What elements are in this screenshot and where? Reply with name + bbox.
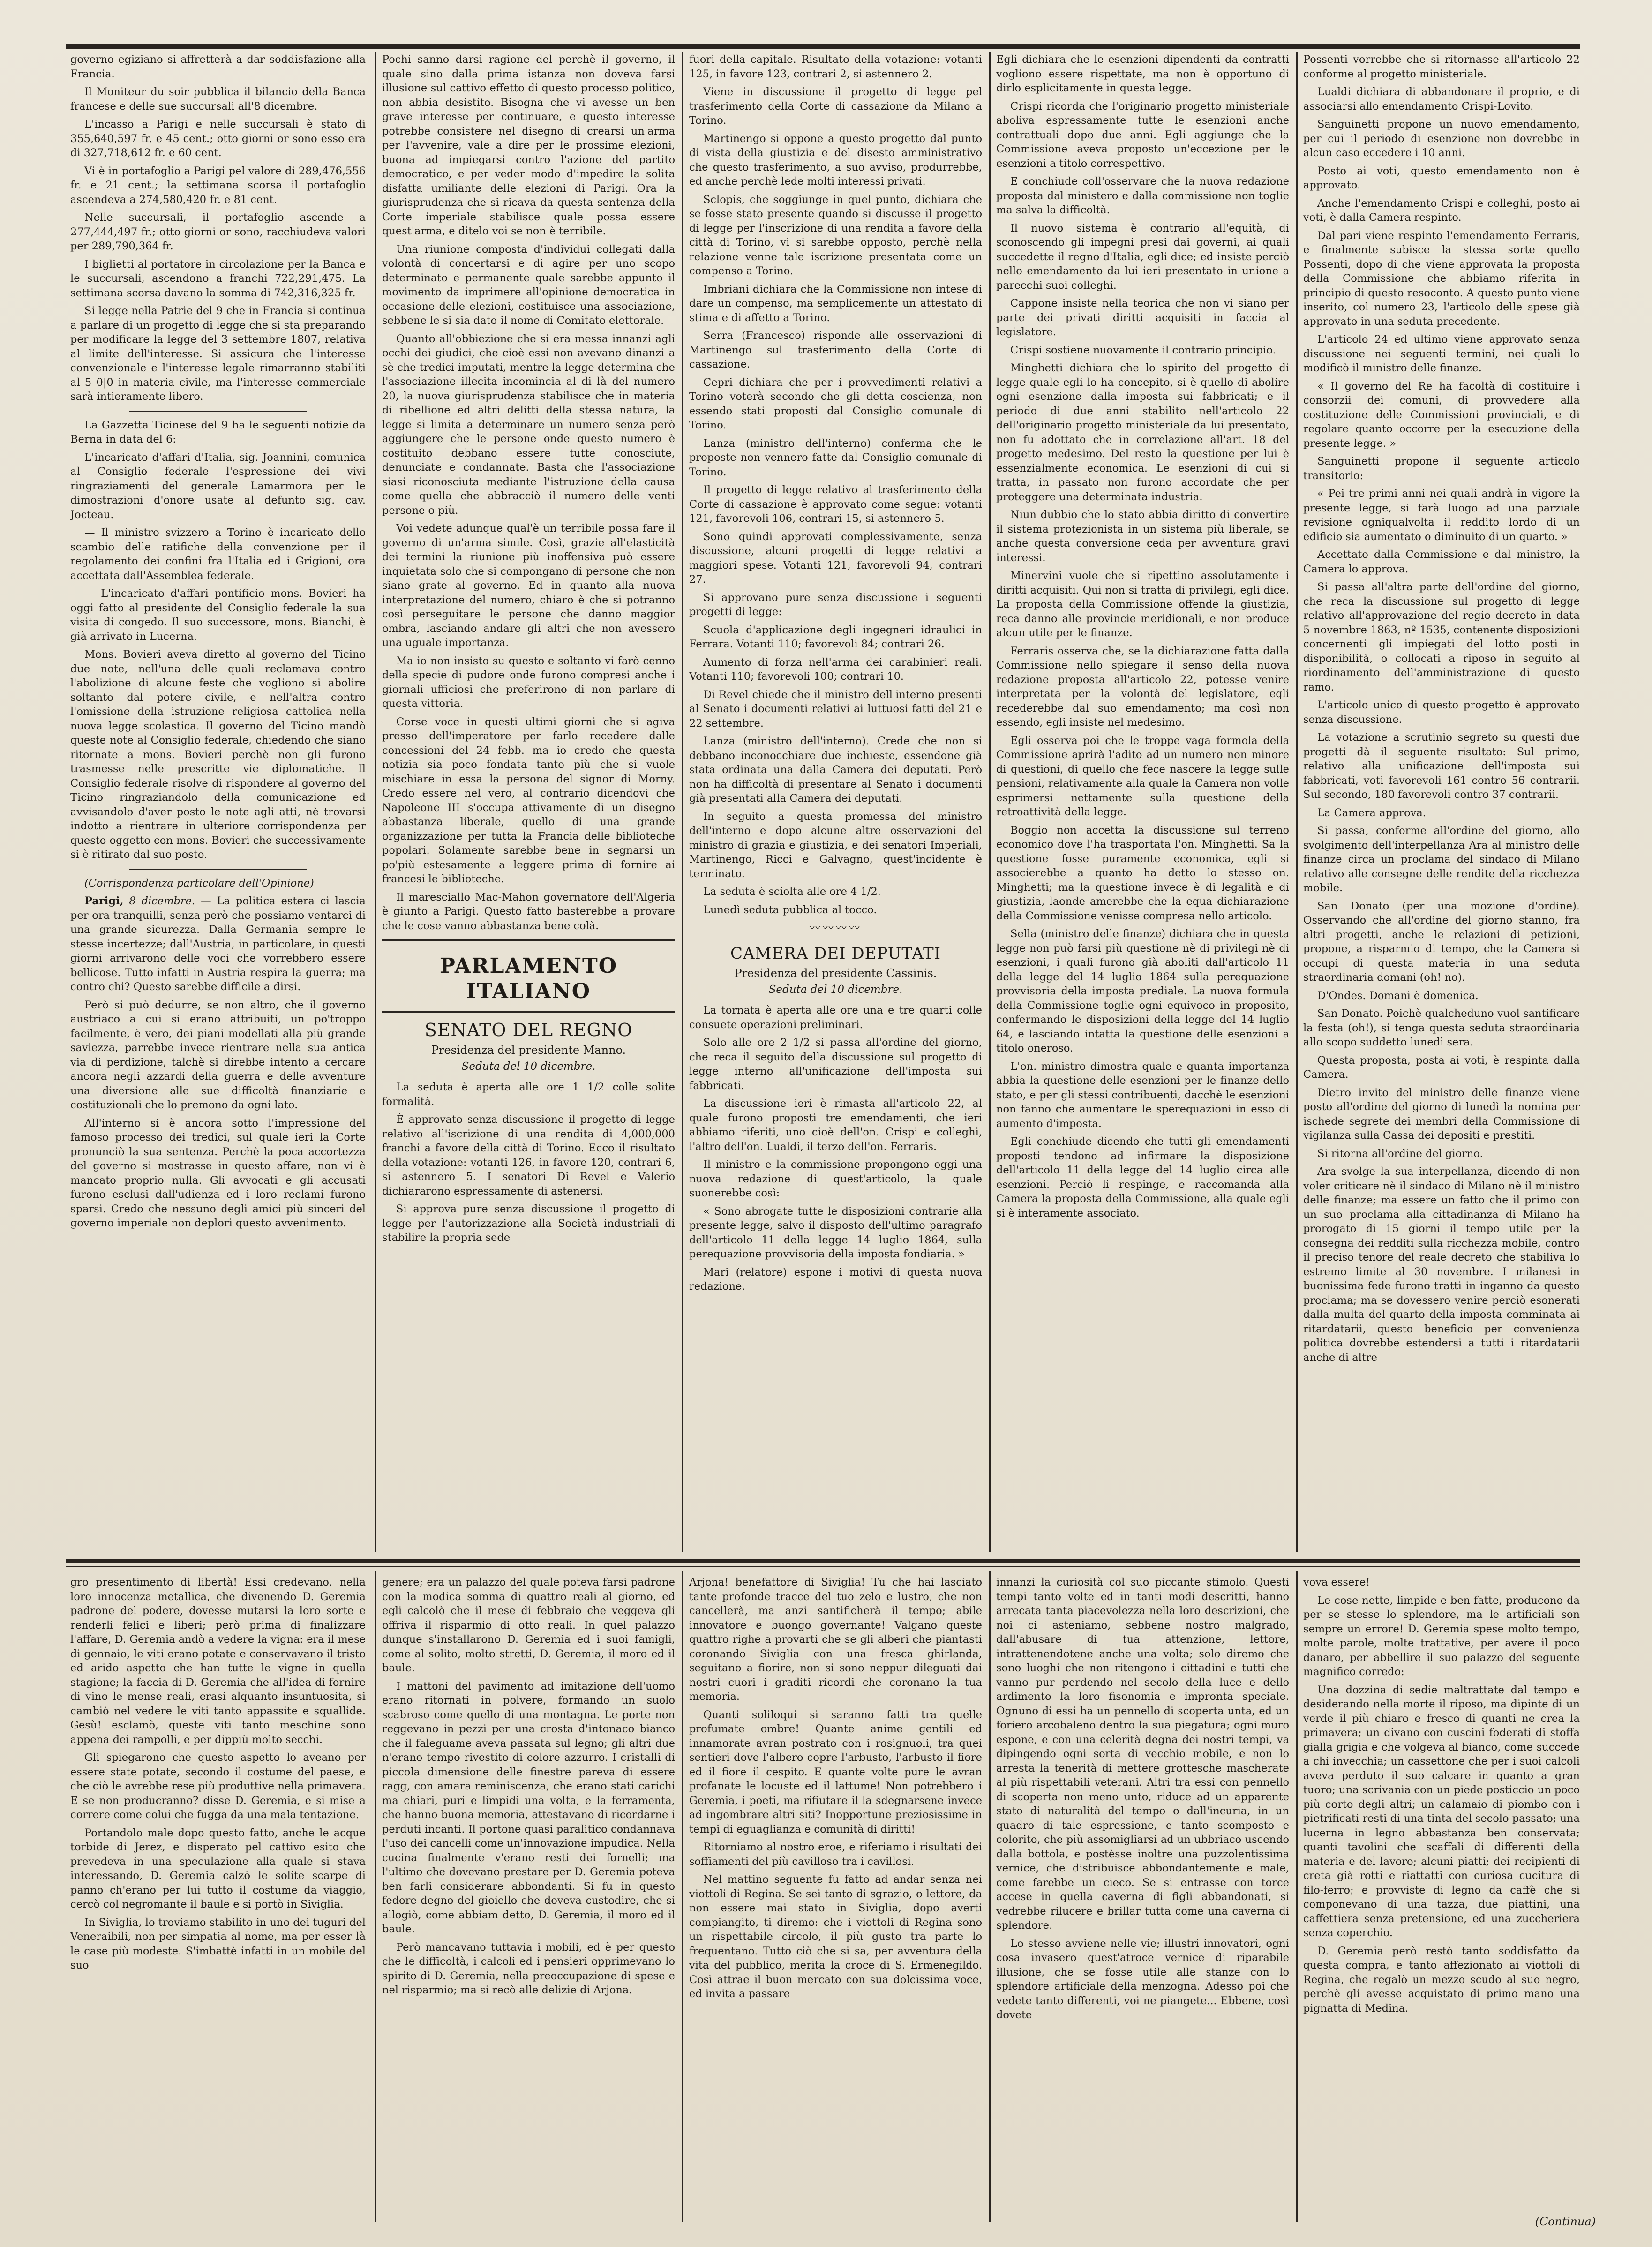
paragraph: Viene in discussione il progetto di legge pel trasferimento della Corte di cassazione da Milano a Torino. (689, 86, 982, 127)
paragraph: Minervini vuole che si ripettino assolutamente i diritti acquisiti. Qui non si tratta di privilegi, egli dice. La proposta della Commissione offende la giustizia, reca danno alle provincie meridionali, e non produce alcun utile per le finanze. (996, 570, 1289, 639)
paragraph-text: — La politica estera ci lascia per ora tranquilli, senza però che possiamo ventarci di una grande sicurezza. Dalla Germania sempre le stesse incertezze; dall'Austria, in particolare, in questi giorni arrivarono delle voci che vorrebbero essere bellicose. Tutto infatti in Austria respira la guerra; ma contro chi? Questo sarebbe difficile a dirsi. (70, 895, 366, 993)
feuilleton-column-5 (1303, 1575, 1580, 2199)
paragraph: Crispi sostiene nuovamente il contrario principio. (1010, 344, 1276, 356)
paragraph: Il nuovo sistema è contrario all'equità, di sconoscendo gli impegni presi dai governi, ai quali succedette il regno d'Italia, egli dice; ed insiste perciò nello emendamento da lui ieri presentato in unione a parecchi suoi colleghi. (996, 222, 1289, 292)
paragraph: La votazione a scrutinio segreto su questi due progetti dà il seguente risultato: Sul primo, relativo alla unificazione dell'imposta sui fabbricati, voti favorevoli 161 contro 56 contrarii. Sul secondo, 180 favorevoli contro 37 contrarii. (1303, 731, 1580, 801)
feuilleton-column-3 (689, 1575, 982, 2217)
feuilleton-column-4 (996, 1575, 1289, 2217)
paragraph: Posto ai voti, questo emendamento non è approvato. (1303, 165, 1580, 191)
paragraph: Boggio non accetta la discussione sul terreno economico dove l'ha trasportata l'on. Minghetti. Sa la questione fosse puramente economica, egli si associerebbe a quanto ha detto lo stesso on. Minghetti; ma la questione invece è di legalità e di giustizia, laonde amerebbe che la equa dichiarazione della Commissione venisse compresa nello articolo. (996, 824, 1289, 922)
paragraph: innanzi la curiosità col suo piccante stimolo. Questi tempi tanto volte ed in tanti modi descritti, hanno arrecata tanta piacevolezza nella loro descrizioni, che noi ci asteniamo, sebbene nostro malgrado, dall'abusare di tua attenzione, lettore, intrattenendotene anche una volta; solo diremo che sono luoghi che non ritengono i cittadini e tutti che vanno pur perdendo nel secolo della luce e dello ardimento la loro fisonomia e impronta speciale. Ognuno di essi ha un pennello di scoperta unta, ed un foriero arcobaleno dentro la sua piegatura; ogni muro espone, e con una celerità degna dei nostri tempi, va dipingendo ogni sorta di vecchio mobile, e non lo arresta la tenerità di mettere grottesche mascherate al più rispettabili veterani. Altri tra essi con pennello di scoperta non meno unto, riduce ad un apparente stato di naturalità del tempo o dall'incuria, in un quadro di tale espressione, e tanto scomposto e colorito, che più assomigliarsi ad un ubbriaco uscendo dalla bottola, e postèsse inoltre una puzzolentissima vernice, che distribuisce abbondantemente e male, come farebbe un cieco. Se si entrasse con torce accese in quella caverna di figli abbandonati, si vedrebbe rilucere e brillar tutta come una caverna di splendore. (996, 1576, 1289, 1931)
paragraph: Egli osserva poi che le troppe vaga formola della Commissione aprirà l'adito ad un numero non minore di questioni, di quello che fece nascere la legge sulle pensioni, relativamente alla quale la Camera non volle esprimersi nettamente sulla questione della retroattività della legge. (996, 734, 1289, 818)
paragraph: governo egiziano si affretterà a dar soddisfazione alla Francia. (70, 53, 366, 80)
paragraph: Il ministro e la commissione propongono oggi una nuova redazione di quest'articolo, la quale suonerebbe così: (689, 1158, 982, 1199)
paragraph: Sanguinetti propone il seguente articolo transitorio: (1303, 455, 1580, 482)
paragraph: Ma io non insisto su questo e soltanto vi farò cenno della specie di pudore onde furono compresi anche i giornali ufficiosi che preferirono di non parlare di questa vittoria. (382, 654, 675, 710)
session-date: Seduta del 10 dicembre. (461, 1060, 596, 1073)
paragraph: gro presentimento di libertà! Essi credevano, nella loro innocenza metallica, che divenendo D. Geremia padrone del podere, dovesse mutarsi la loro sorte e renderli felici e liberi; però prima di finalizzare l'affare, D. Geremia andò a vedere la vigna: era il mese di gennaio, le viti erano potate e conservavano il tristo ed arido aspetto che han tutte le vigne in quella stagione; la faccia di D. Geremia che all'idea di fornire di vino le mense reali, erasi alquanto insuntuosita, si cambiò nel vedere le viti tanto appassite e squallide. Gesù! esclamò, queste viti tanto meschine sono appena dei rampolli, e per dippiù molto secchi. (70, 1576, 366, 1746)
paragraph: Scuola d'applicazione degli ingegneri idraulici in Ferrara. Votanti 110; favorevoli 84; contrari 26. (689, 624, 982, 650)
column-separator (682, 1571, 683, 2222)
paragraph: Si approva pure senza discussione il progetto di legge per l'autorizzazione alla Società industriali di stabilire la propria sede (382, 1203, 675, 1244)
correspondence-heading: (Corrispondenza particolare dell'Opinione) (84, 877, 314, 889)
paragraph: Si legge nella Patrie del 9 che in Francia si continua a parlare di un progetto di legge che si sta preparando per modificare la legge del 3 settembre 1807, relativa al limite dell'interesse. Si assicura che l'interesse convenzionale e l'interesse legale rimarranno stabiliti al 5 0|0 in materia civile, ma l'interesse commerciale sarà intieramente libero. (70, 305, 366, 403)
paragraph: Lunedì seduta pubblica al tocco. (703, 903, 877, 916)
paragraph: Si passa all'altra parte dell'ordine del giorno, che reca la discussione sul progetto di legge relativo all'approvazione del regio decreto in data 5 novembre 1863, nº 1535, contenente disposizioni concernenti gli impiegati del lotto posti in disponibilità, o collocati a riposo in seguito al riordinamento dell'amministrazione di questo ramo. (1303, 581, 1580, 693)
chamber-heading: CAMERA DEI DEPUTATI (730, 944, 941, 963)
divider (129, 869, 307, 870)
paragraph: Crispi ricorda che l'originario progetto ministeriale aboliva espressamente tutte le esenzioni anche contrattuali dopo due anni. Egli aggiunge che la Commissione aveva proposto un'eccezione per le esenzioni a titolo correspettivo. (996, 100, 1289, 170)
paragraph: Mari (relatore) espone i motivi di questa nuova redazione. (689, 1266, 982, 1293)
paragraph: È approvato senza discussione il progetto di legge relativo all'iscrizione di una rendita di 4,000,000 franchi a favore della città di Torino. Ecco il risultato della votazione: votanti 126, in favore 120, contrari 6, si astennero 5. I senatori Di Revel e Valerio dichiararono espressamente di astenersi. (382, 1113, 675, 1197)
presidency-line: Presidenza del presidente Manno. (431, 1044, 626, 1057)
paragraph: — L'incaricato d'affari pontificio mons. Bovieri ha oggi fatto al presidente del Consiglio federale la sua visita di congedo. Il suo successore, mons. Bianchi, è già arrivato in Lucerna. (70, 587, 366, 643)
paragraph: L'articolo 24 ed ultimo viene approvato senza discussione nei seguenti termini, nei quali lo modificò il ministro delle finanze. (1303, 333, 1580, 374)
divider (129, 411, 307, 412)
paragraph: Imbriani dichiara che la Commissione non intese di dare un compenso, ma semplicemente un attestato di stima e di affetto a Torino. (689, 283, 982, 324)
paragraph: Martinengo si oppone a questo progetto dal punto di vista della giustizia e del disesto amministrativo che questo trasferimento, a suo avviso, produrrebbe, ed anche perchè lede molti interessi privati. (689, 132, 982, 188)
paragraph: L'articolo unico di questo progetto è approvato senza discussione. (1303, 699, 1580, 726)
paragraph: Egli conchiude dicendo che tutti gli emendamenti proposti tendono ad infirmare la disposizione dell'articolo 11 della legge del 14 luglio circa alle esenzioni. Perciò li respinge, e raccomanda alla Camera la proposta della Commissione, alla quale egli si è interamente associato. (996, 1135, 1289, 1219)
paragraph: Lanza (ministro dell'interno). Crede che non si debbano inconocchiare due inchieste, essendone già stata ordinata una dalla Camera dei deputati. Però non ha difficoltà di presentare al Senato i documenti già presentati alla Camera dei deputati. (689, 735, 982, 804)
paragraph: Il progetto di legge relativo al trasferimento della Corte di cassazione è approvato come segue: votanti 121, favorevoli 106, contrari 15, si astennero 5. (689, 484, 982, 525)
paragraph: Nel mattino seguente fu fatto ad andar senza nei viottoli di Regina. Se sei tanto di sgrazio, o lettore, da non essere mai stato in Siviglia, dopo averti compiangito, ti diremo: che i viottoli di Regina sono un rispettabile circolo, il più gusto tra parte lo frequentano. Tutto ciò che si sa, per avventura della vita del pubblico, merita la croce di S. Ermenegildo. Così attrae il buon mercato con sua dolcissima voce, ed invita a passare (689, 1873, 982, 2000)
paragraph: Gli spiegarono che questo aspetto lo aveano per essere state potate, secondo il costume del paese, e che ciò le avrebbe rese più produttive nella primavera. E se non producranno? disse D. Geremia, e si mise a correre come colui che fugga da una mala tentazione. (70, 1751, 366, 1821)
paragraph: Una dozzina di sedie maltrattate dal tempo e desiderando nella morte il riposo, ma dipinte di un verde il più chiaro e fresco di quanti ne crea la primavera; un divano con cuscini foderati di stoffa gialla grigia e che volgeva al bianco, come succede a chi invecchia; un cassettone che per i suoi calcoli aveva perduto il suo calcare in quanto a gran tuoro; una scrivania con un piede posticcio un poco più corto degli altri; un calamaio di piombo con i pietrificati resti di una tinta del secolo passato; una lucerna in legno abbastanza ben conservata; quanti tavolini che scaffali di differenti della materia e del lavoro; alcuni piatti; dei recipienti di creta già rotti e riattatti con curiosa cucitura di filo-ferro; e provviste di legno da caffè che si componevano di una tazza, due piattini, una caffettiera senza pretensione, ed una zuccheriera senza coperchio. (1303, 1683, 1580, 1939)
paragraph: Cepri dichiara che per i provvedimenti relativi a Torino voterà secondo che gli detta coscienza, non essendo stati proposti dal Consiglio comunale di Torino. (689, 376, 982, 431)
column-separator (989, 52, 991, 1552)
paragraph: L'incasso a Parigi e nelle succursali è stato di 355,640,597 fr. e 45 cent.; otto giorni or sono esso era di 327,718,612 fr. e 60 cent. (70, 118, 366, 159)
paragraph: Minghetti dichiara che lo spirito del progetto di legge quale egli lo ha concepito, si è quello di abolire ogni esenzione dalla imposta sui fabbricati; e il periodo di due anni stabilito nell'articolo 22 dell'originario progetto ministeriale da lui presentato, non fu adottato che in correlazione all'art. 18 del progetto medesimo. Del resto la questione per lui è essenzialmente economica. Le esenzioni di cui si tratta, in passato non furono accordate che per proteggere una determinata industria. (996, 362, 1289, 503)
paragraph: Sono quindi approvati complessivamente, senza discussione, alcuni progetti di legge relativi a maggiori spese. Votanti 121, favorevoli 94, contrari 27. (689, 530, 982, 586)
paragraph: Nelle succursali, il portafoglio ascende a 277,444,497 fr.; otto giorni or sono, racchiudeva valori per 289,790,364 fr. (70, 211, 366, 252)
paragraph: La Camera approva. (1317, 806, 1426, 819)
ornament-divider: 〰〰〰〰 (809, 921, 862, 934)
paragraph: Sella (ministro delle finanze) dichiara che in questa legge non può farsi più questione nè di privilegi nè di esenzioni, i quali furono già aboliti dall'articolo 11 della legge del 14 luglio 1864 sulla perequazione provvisoria della imposta prediale. La nuova formula della Commissione toglie ogni equivoco in proposito, confermando le disposizioni della legge del 14 luglio 64, e lasciando intatta la questione delle esenzioni a titolo oneroso. (996, 928, 1289, 1054)
paragraph: Niun dubbio che lo stato abbia diritto di convertire il sistema protezionista in un sistema più liberale, se anche questa conversione ceda per avventura gravi interessi. (996, 509, 1289, 564)
column-1 (70, 53, 366, 1555)
paragraph: Però si può dedurre, se non altro, che il governo austriaco a cui si erano attribuiti, un po'troppo facilmente, è vero, dei piani modellati alla più grande saviezza, parrebbe invece rientrare nella sua antica via di perdizione, talchè si direbbe intento a cercare ancora negli azzardi della guerra e delle avventure una diversione alle sue difficoltà finanziarie e costituzionali che lo premono da ogni lato. (70, 999, 366, 1111)
paragraph: Possenti vorrebbe che si ritornasse all'articolo 22 conforme al progetto ministeriale. (1303, 53, 1580, 80)
paragraph: San Donato (per una mozione d'ordine). Osservando che all'ordine del giorno stanno, fra altri progetti, anche le relazioni di petizioni, propone, a risparmio di tempo, che la Camera si occupi di questa materia in una seduta straordinaria domani (oh! no). (1303, 900, 1580, 984)
paragraph (70, 894, 366, 994)
paragraph: La Gazzetta Ticinese del 9 ha le seguenti notizie da Berna in data del 6: (70, 419, 366, 445)
paragraph: Però mancavano tuttavia i mobili, ed è per questo che le difficoltà, i calcoli ed i pensieri opprimevano lo spirito di D. Geremia, nella preoccupazione di spese e nel risparmio; ma si recò alle delizie di Arjona. (382, 1941, 675, 1996)
feuilleton-separator (66, 1559, 1580, 1563)
paragraph: I mattoni del pavimento ad imitazione dell'uomo erano ritornati in polvere, formando un suolo scabroso come quello di una montagna. Le porte non reggevano in pezzi per una crosta d'intonaco bianco che il faleguame aveva passata sul legno; gli altri due n'erano tempo rivestito di colore azzurro. I cristalli di piccola dimensione delle finestre pareva di essere ragg, con amara reminiscenza, che erano stati carichi ma chiari, puri e limpidi una volta, e la ferramenta, che hanno buona memoria, attestavano di ricordarne i perduti incanti. Il portone quasi paralitico condannava l'uso dei cancelli come un'innovazione impudica. Nella cucina finalmente v'erano resti dei fornelli; ma l'ultimo che dovevano prestare per D. Geremia poteva ben farli considerare abbondanti. Si fu in questo fedore degno del gioiello che doveva custodire, che si allogiò, come abbiam detto, D. Geremia, il moro ed il baule. (382, 1680, 675, 1935)
paragraph: L'on. ministro dimostra quale e quanta importanza abbia la questione delle esenzioni per le finanze dello stato, e per gli stessi contribuenti, dacchè le esenzioni non fanno che aumentare le sperequazioni in esso di aumento d'imposta. (996, 1060, 1289, 1130)
column-separator (1296, 52, 1298, 1552)
paragraph: Sanguinetti propone un nuovo emendamento, per cui il periodo di esenzione non dovrebbe in alcun caso eccedere i 10 anni. (1303, 118, 1580, 159)
paragraph: « Sono abrogate tutte le disposizioni contrarie alla presente legge, salvo il disposto dell'ultimo paragrafo dell'articolo 11 della legge 14 luglio 1864, sulla perequazione provvisoria della imposta fondiaria. » (689, 1205, 982, 1260)
paragraph: San Donato. Poichè qualcheduno vuol santificare la festa (oh!), si tenga questa seduta straordinaria allo scopo suddetto lunedì sera. (1303, 1007, 1580, 1048)
column-separator (375, 1571, 376, 2222)
continued-marker: (Continua) (1535, 2215, 1596, 2228)
feuilleton-column-2 (382, 1575, 675, 2217)
column-separator (375, 52, 376, 1552)
paragraph: I biglietti al portatore in circolazione per la Banca e le succursali, ascendono a franchi 722,291,475. La settimana scorsa davano la somma di 742,316,325 fr. (70, 258, 366, 299)
paragraph: Ferraris osserva che, se la dichiarazione fatta dalla Commissione nello spiegare il senso della nuova redazione proposta all'articolo 22, potesse venire interpretata per la volontà del legislatore, egli recederebbe dal suo emendamento; ma così non essendo, egli insiste nel medesimo. (996, 645, 1289, 729)
paragraph: Quanto all'obbiezione che si era messa innanzi agli occhi dei giudici, che cioè essi non avevano dinanzi a sè che tredici imputati, mentre la legge determina che l'associazione illecita incomincia al di là del numero 20, la nuova giurisprudenza stabilisce che in materia di ribellione ed altri delitti della stessa natura, la legge si limita a determinare un numero senza però aggiungere che le persone onde questo numero è costituito debbano essere tutte conosciute, denunciate e condannate. Basta che l'associazione siasi riconosciuta mediante l'istruzione della causa come quella che abbracciò il numero delle venti persone o più. (382, 332, 675, 517)
paragraph: Arjona! benefattore di Siviglia! Tu che hai lasciato tante profonde tracce del tuo zelo e lustro, che non cancellerà, ma anzi santificherà il tempo; abile innovatore e buongo governante! Valgano queste quattro righe a provarti che se gli alberi che piantasti coronando Siviglia con una fresca ghirlanda, seguitano a fiorire, non si sono neppur dileguati dai nostri cuori i graditi ricordi che coronano la tua memoria. (689, 1576, 982, 1703)
paragraph: genere; era un palazzo del quale poteva farsi padrone con la modica somma di quattro reali al giorno, ed egli calcolò che il mese di febbraio che veggeva gli offriva il risparmio di otto reali. In quel palazzo dunque s'installarono D. Geremia ed i suoi famigli, come al solito, molto stretti, D. Geremia, il moro ed il baule. (382, 1576, 675, 1674)
paragraph: In seguito a questa promessa del ministro dell'interno e dopo alcune altre osservazioni del ministro di grazia e giustizia, e dei senatori Imperiali, Martinengo, Ricci e Galvagno, quest'incidente è terminato. (689, 810, 982, 880)
paragraph: Si approvano pure senza discussione i seguenti progetti di legge: (689, 591, 982, 618)
column-5 (1303, 53, 1580, 1555)
paragraph: L'incaricato d'affari d'Italia, sig. Joannini, comunica al Consiglio federale l'espressione dei vivi ringraziamenti del generale Lamarmora per le dimostrazioni d'onore usate al defunto sig. cav. Jocteau. (70, 451, 366, 521)
paragraph: Di Revel chiede che il ministro dell'interno presenti al Senato i documenti relativi ai luttuosi fatti del 21 e 22 settembre. (689, 688, 982, 729)
paragraph: fuori della capitale. Risultato della votazione: votanti 125, in favore 123, contrari 2, si astennero 2. (689, 53, 982, 80)
paragraph: Si passa, conforme all'ordine del giorno, allo svolgimento dell'interpellanza Ara al ministro delle finanze circa un proclama del sindaco di Milano relativo alle consegne delle rendite della ricchezza mobile. (1303, 825, 1580, 894)
paragraph: Ara svolge la sua interpellanza, dicendo di non voler criticare nè il sindaco di Milano nè il ministro delle finanze; ma essere un fatto che il primo con un suo proclama alla cittadinanza di Milano ha prorogato di 15 giorni il tempo utile per la consegna dei redditi sulla ricchezza mobile, contro il preciso tenore del reale decreto che stabiliva lo estremo limite al 30 novembre. I milanesi in buonissima fede furono tratti in inganno da questo proclama; ma se dovessero venire perciò esonerati dalla multa del quarto della imposta comminata ai ritardatarii, questo beneficio per convenienza politica dovrebbe estendersi a tutti i ritardatarii anche di altre (1303, 1165, 1580, 1364)
session-date: Seduta del 10 dicembre. (768, 984, 903, 996)
column-3 (689, 53, 982, 1555)
paragraph: Corse voce in questi ultimi giorni che si agiva presso dell'imperatore per farlo recedere dalle concessioni del 24 febb. ma io credo che questa notizia sia poco fondata tanto più che si vuole mischiare in essa la persona del signor di Morny. Credo essere nel vero, al contrario dicendovi che Napoleone III s'occupa attivamente di un disegno abbastanza liberale, quello di una grande organizzazione per tutta la Francia delle biblioteche popolari. Solamente sarebbe bene in segnarsi un po'più estesamente a leggere prima di fornire ai francesi le biblioteche. (382, 715, 675, 885)
paragraph: Dietro invito del ministro delle finanze viene posto all'ordine del giorno di lunedì la nomina per ischede segrete dei membri della Commissione di vigilanza sulla Cassa dei depositi e prestiti. (1303, 1086, 1580, 1142)
paragraph: Questa proposta, posta ai voti, è respinta dalla Camera. (1303, 1054, 1580, 1081)
divider (382, 939, 675, 941)
column-separator (682, 52, 683, 1552)
paragraph: Voi vedete adunque qual'è un terribile possa fare il governo di un'arma simile. Così, grazie all'elasticità dei termini la riunione più inoffensiva può essere inquietata solo che si compongano di persone che non siano grate al governo. Ed in quanto alla nuova interpretazione del numero, chiaro è che si potranno così perseguitare le persone che danno maggior ombra, lasciando andare gli altri che non avessero una uguale importanza. (382, 522, 675, 649)
column-4 (996, 53, 1289, 1555)
paragraph: D. Geremia però restò tanto soddisfatto da questa compra, e tanto affezionato ai viottoli di Regina, che regalò un mezzo scudo al suo negro, perchè gli avesse acquistato di primo mano una pignatta di Medina. (1303, 1945, 1580, 2014)
paragraph: E conchiude coll'osservare che la nuova redazione proposta dal ministero e dalla commissione non toglie ma salva la difficoltà. (996, 175, 1289, 216)
paragraph: Si ritorna all'ordine del giorno. (1317, 1147, 1483, 1160)
divider (382, 1011, 675, 1013)
paragraph: Mons. Bovieri aveva diretto al governo del Ticino due note, nell'una delle quali reclamava contro l'abolizione di alcune feste che vogliono si abolire soltanto dal potere civile, e nell'altra contro l'omissione della istruzione religiosa cattolica nella nuova legge scolastica. Il governo del Ticino mandò queste note al Consiglio federale, chiedendo che siano ritornate a mons. Bovieri perchè non gli furono trasmesse nelle prescritte vie diplomatiche. Il Consiglio federale risolve di rispondere al governo del Ticino ringraziandolo della comunicazione ed avvisandolo d'aver posto le note agli atti, nè trovarsi indotto a rientrare in ulteriore corrispondenza per questo oggetto con mons. Bovieri che successivamente si è ritirato dal suo posto. (70, 648, 366, 861)
paragraph: Egli dichiara che le esenzioni dipendenti da contratti vogliono essere rispettate, ma non è opportuno di dirlo esplicitamente in questa legge. (996, 53, 1289, 94)
paragraph: « Pei tre primi anni nei quali andrà in vigore la presente legge, si farà luogo ad una parziale revisione ogniqualvolta il reddito lordo di un edificio sia aumentato o diminuito di un quarto. » (1303, 488, 1580, 543)
paragraph: La discussione ieri è rimasta all'articolo 22, al quale furono proposti tre emendamenti, che ieri abbiamo riferiti, uno cioè dell'on. Crispi e colleghi, l'altro dell'on. Lualdi, il terzo dell'on. Ferraris. (689, 1097, 982, 1153)
paragraph: La tornata è aperta alle ore una e tre quarti colle consuete operazioni preliminari. (689, 1004, 982, 1031)
feuilleton-column-1 (70, 1575, 366, 2217)
paragraph: Serra (Francesco) risponde alle osservazioni di Martinengo sul trasferimento della Corte di cassazione. (689, 330, 982, 370)
paragraph: vova essere! (1303, 1576, 1370, 1588)
feuilleton-separator-thin (66, 1566, 1580, 1567)
column-separator (1296, 1571, 1298, 2222)
paragraph: Solo alle ore 2 1/2 si passa all'ordine del giorno, che reca il seguito della discussione sul progetto di legge interno all'unificazione dell'imposta sui fabbricati. (689, 1037, 982, 1092)
paragraph: D'Ondes. Domani è domenica. (1317, 989, 1479, 1002)
paragraph: Il Moniteur du soir pubblica il bilancio della Banca francese e delle sue succursali all'8 dicembre. (70, 86, 366, 113)
paragraph: Sclopis, che soggiunge in quel punto, dichiara che se fosse stato presente quando si discusse il progetto di legge per l'inscrizione di una rendita a favore della città di Torino, vi si sarebbe opposto, perchè nella relazione venne tale iscrizione presentata come un compenso a Torino. (689, 193, 982, 277)
paragraph: La seduta è sciolta alle ore 4 1/2. (703, 886, 881, 898)
paragraph: Lanza (ministro dell'interno) conferma che le proposte non vennero fatte dal Consiglio comunale di Torino. (689, 437, 982, 478)
paragraph: Accettato dalla Commissione e dal ministro, la Camera lo approva. (1303, 549, 1580, 575)
section-title-parliament: PARLAMENTO ITALIANO (439, 954, 618, 1003)
column-2 (382, 53, 675, 1555)
paragraph: Anche l'emendamento Crispi e colleghi, posto ai voti, è dalla Camera respinto. (1303, 197, 1580, 224)
dateline-date: 8 dicembre. (129, 895, 195, 907)
paragraph: Vi è in portafoglio a Parigi pel valore di 289,476,556 fr. e 21 cent.; la settimana scorsa il portafoglio ascendeva a 274,580,420 fr. e 81 cent. (70, 165, 366, 206)
paragraph: Le cose nette, limpide e ben fatte, producono da per se stesse lo splendore, ma le artificiali son sempre un errore! D. Geremia spese molto tempo, molte parole, molte trattative, per avere il poco danaro, per abbellire il suo palazzo del seguente magnifico corredo: (1303, 1594, 1580, 1678)
paragraph: Aumento di forza nell'arma dei carabinieri reali. Votanti 110; favorevoli 100; contrari 10. (689, 656, 982, 683)
paragraph: In Siviglia, lo troviamo stabilito in uno dei tuguri del Veneraibili, non per simpatia al nome, ma per esser là le case più modeste. S'imbattè infatti in un mobile del suo (70, 1916, 366, 1971)
paragraph: « Il governo del Re ha facoltà di costituire i consorzii dei comuni, di provvedere alla costituzione delle Commissioni provinciali, e di regolare quanto occorre per la esecuzione della presente legge. » (1303, 380, 1580, 450)
paragraph: Ritorniamo al nostro eroe, e riferiamo i risultati dei soffiamenti del più cavilloso tra i cavillosi. (689, 1841, 982, 1868)
paragraph: Portandolo male dopo questo fatto, anche le acque torbide di Jerez, e disperato pel cattivo esito che prevedeva in una speculazione alla quale si stava interessando, D. Geremia calzò le solite scarpe di panno ch'erano per lui tutto il costume da viaggio, cercò col negromante il baule e si portò in Siviglia. (70, 1826, 366, 1910)
paragraph: — Il ministro svizzero a Torino è incaricato dello scambio delle ratifiche della convenzione per il regolamento dei confini fra l'Italia ed i Grigioni, ora accettata dall'Assemblea federale. (70, 526, 366, 582)
paragraph: Lualdi dichiara di abbandonare il proprio, e di associarsi allo emendamento Crispi-Lovito. (1303, 86, 1580, 113)
paragraph: Pochi sanno darsi ragione del perchè il governo, il quale sino dalla prima istanza non doveva farsi illusione sul cattivo effetto di questo processo politico, non abbia desistito. Bisogna che vi avesse un ben grave interesse per continuare, e questo interesse potrebbe consistere nel disegno di crearsi un'arma per l'avvenire, vale a dire per le prossime elezioni, buona ad impiegarsi contro l'azione del partito democratico, e per veder modo d'impedire la solita disfatta umiliante delle elezioni di Parigi. Ora la giurisprudenza che si ricava da questa sentenza della Corte imperiale stabilisce quale possa essere quest'arma, e ditelo voi se non è terribile. (382, 53, 675, 237)
paragraph: All'interno si è ancora sotto l'impressione del famoso processo dei tredici, sul quale ieri la Corte pronunciò la sua sentenza. Perchè la poca accortezza del governo si mostrasse in questo affare, non vi è mancato proprio nulla. Gli avvocati e gli accusati furono esclusi dall'udienza ed i loro reclami furono sparsi. Credo che nessuno degli amici più sinceri del governo imperiale non deplori questo avvenimento. (70, 1117, 366, 1229)
senate-heading: SENATO DEL REGNO (424, 1020, 633, 1040)
paragraph: Cappone insiste nella teorica che non vi siano per parte dei privati diritti acquisiti in faccia al legislatore. (996, 297, 1289, 338)
paragraph: Il maresciallo Mac-Mahon governatore dell'Algeria è giunto a Parigi. Questo fatto basterebbe a provare che le cose vanno abbastanza bene colà. (382, 891, 675, 932)
paragraph: Quanti soliloqui si saranno fatti tra quelle profumate ombre! Quante anime gentili ed innamorate avran postrato con i rosignuoli, tra quei sentieri dove l'albero copre l'arbusto, l'arbusto il fiore ed il fiore il cespito. E quante volte pure le avran profanate le locuste ed il lattume! Non potrebbero i Geremia, i poeti, ma rifiutare il la sdegnarsene invece ad ingombrare altri siti? Inopportune preziosissime in tempi di eguaglianza e comunità di diritti! (689, 1708, 982, 1835)
dateline-city: Parigi, (84, 895, 124, 907)
presidency-line: Presidenza del presidente Cassinis. (734, 967, 937, 980)
paragraph: Dal pari viene respinto l'emendamento Ferraris, e finalmente subisce la stessa sorte quello Possenti, dopo di che viene approvata la proposta della Commissione che abbiamo riferita in principio di questo resoconto. A questo punto viene inserito, col numero 23, l'articolo delle spese già approvato in una seduta precedente. (1303, 229, 1580, 328)
column-separator (989, 1571, 991, 2222)
paragraph: Una riunione composta d'individui collegati dalla volontà di concertarsi e di agire per uno scopo determinato e permanente quale sarebbe appunto il movimento da imprimere all'opinione democratica in occasione delle elezioni, costituisce una associazione, sebbene le si sia dato il nome di Comitato elettorale. (382, 243, 675, 327)
paragraph: Lo stesso avviene nelle vie; illustri innovatori, ogni cosa invasero quest'atroce vernice di riparabile illusione, che se fosse utile alle stanze con lo splendore artificiale della menzogna. Adesso poi che vedete tanto differenti, voi ne piangete... Ebbene, così dovete (996, 1937, 1289, 2021)
top-rule (66, 44, 1580, 49)
paragraph: La seduta è aperta alle ore 1 1/2 colle solite formalità. (382, 1081, 675, 1108)
